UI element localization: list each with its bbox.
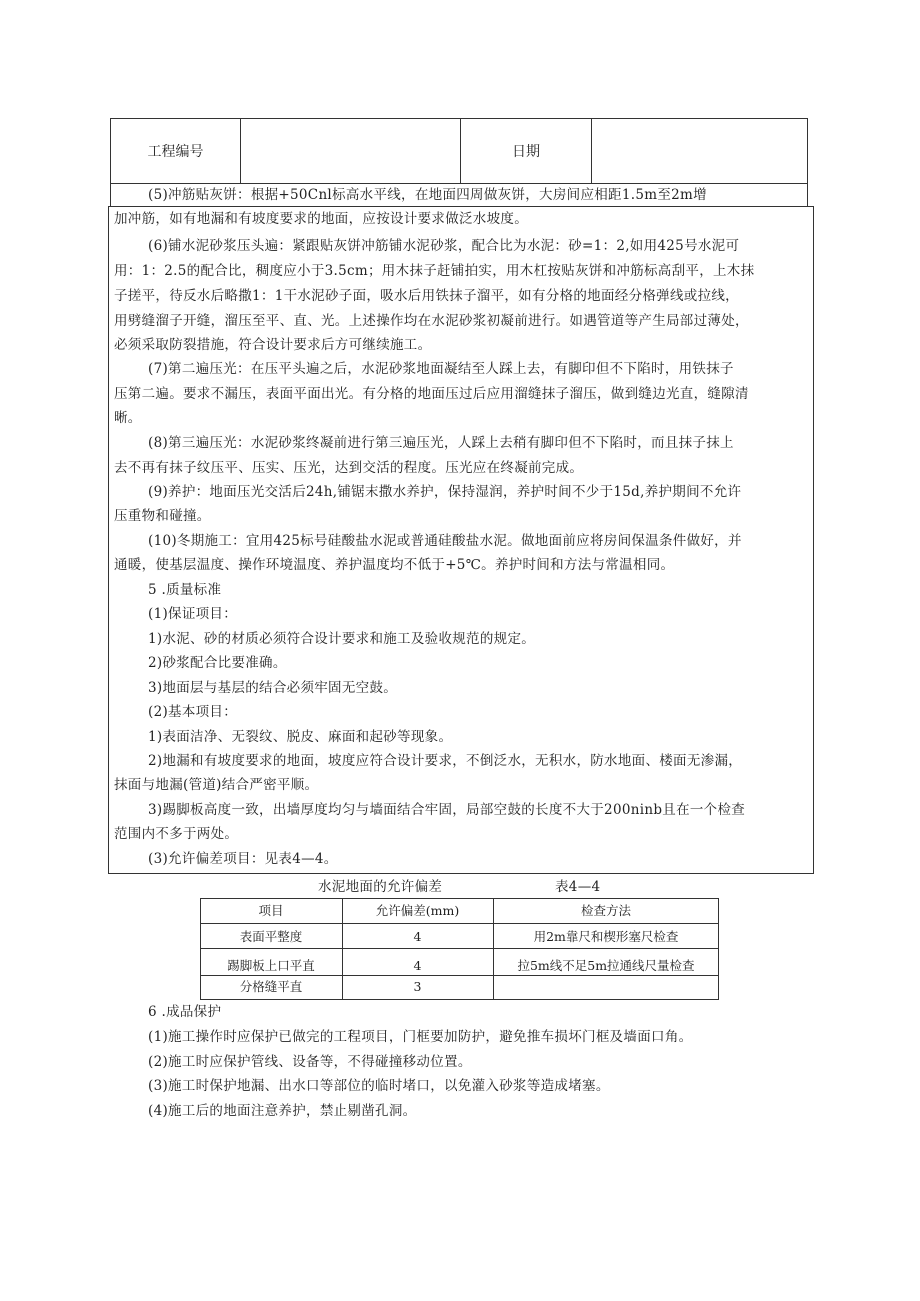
table-cell: 踢脚板上口平直 <box>227 958 315 973</box>
table-cell: 4 <box>413 957 422 973</box>
paragraph-line: (4)施工后的地面注意养护，禁止剔凿孔洞。 <box>148 1103 417 1119</box>
paragraph-line: 2)地漏和有坡度要求的地面，坡度应符合设计要求，不倒泛水，无积水，防水地面、楼面无渗漏， <box>148 753 743 769</box>
header-table <box>110 118 808 184</box>
paragraph-line: (3)允许偏差项目：见表4—4。 <box>148 851 338 867</box>
paragraph-line: 1)表面洁净、无裂纹、脱皮、麻面和起砂等现象。 <box>148 729 453 745</box>
table-number: 表4—4 <box>555 879 601 895</box>
paragraph-line: 压第二遍。要求不漏压，表面平面出光。有分格的地面压过后应用溜缝抹子溜压，做到缝边光直，缝隙清 <box>114 386 749 402</box>
table-cell: 4 <box>413 928 422 944</box>
paragraph-line: (10)冬期施工：宜用425标号硅酸盐水泥或普通硅酸盐水泥。做地面前应将房间保温条件做好，并 <box>148 533 742 549</box>
section-heading: 6 .成品保护 <box>148 1004 222 1020</box>
paragraph-line: (1)施工操作时应保护已做完的工程项目，门框要加防护，避免推车损坏门框及墙面口角。 <box>148 1029 693 1045</box>
paragraph-line: (6)铺水泥砂浆压头遍：紧跟贴灰饼冲筋铺水泥砂浆，配合比为水泥：砂=1：2,如用425号水泥可 <box>148 238 740 254</box>
paragraph-line: 抹面与地漏(管道)结合严密平顺。 <box>114 777 319 793</box>
table-cell: 分格缝平直 <box>239 979 303 994</box>
paragraph-line: 必须采取防裂措施，符合设计要求后方可继续施工。 <box>114 337 432 353</box>
table-title: 水泥地面的允许偏差 <box>318 879 443 895</box>
table-cell: 表面平整度 <box>239 929 303 944</box>
paragraph-line: 去不再有抹子纹压平、压实、压光，达到交活的程度。压光应在终凝前完成。 <box>114 460 584 476</box>
paragraph-line: 3)踢脚板高度一致，出墙厚度均匀与墙面结合牢固，局部空鼓的长度不大于200ninb且在一个检查 <box>148 802 746 818</box>
section-heading: 5 .质量标准 <box>148 582 222 598</box>
paragraph-line: 1)水泥、砂的材质必须符合设计要求和施工及验收规范的规定。 <box>148 631 536 647</box>
table-header-row <box>200 898 719 922</box>
date-label: 日期 <box>461 119 592 183</box>
paragraph-line: (7)第二遍压光：在压平头遍之后，水泥砂浆地面凝结至人踩上去，有脚印但不下陷时，用铁抹子 <box>148 361 734 377</box>
table-cell <box>493 974 719 998</box>
table-header-cell: 检查方法 <box>580 903 631 918</box>
paragraph-line: (2)施工时应保护管线、设备等，不得碰撞移动位置。 <box>148 1054 472 1070</box>
table-divider <box>200 948 719 949</box>
paragraph-line: 压重物和碰撞。 <box>114 508 211 524</box>
paragraph-line: (8)第三遍压光：水泥砂浆终凝前进行第三遍压光，人踩上去稍有脚印但不下陷时，而且抹子抹上 <box>148 435 734 451</box>
table-header-cell: 允许偏差(mm) <box>375 903 460 918</box>
table-cell: 3 <box>413 978 422 994</box>
table-row <box>200 974 719 998</box>
paragraph-line: 范围内不多于两处。 <box>114 826 239 842</box>
paragraph-line: (9)养护：地面压光交活后24h,铺锯末撒水养护，保持湿润，养护时间不少于15d,养护期间不允许 <box>148 484 742 500</box>
continuation-line: 加冲筋，如有地漏和有坡度要求的地面，应按设计要求做泛水坡度。 <box>114 211 528 227</box>
table-cell: 拉5m线不足5m拉通线尺量检查 <box>517 958 695 973</box>
paragraph-line: 用：1：2.5的配合比，稠度应小于3.5cm；用木抹子赶铺拍实，用木杠按贴灰饼和冲筋标高刮平，上木抹 <box>114 263 755 279</box>
paragraph-line: (3)施工时保护地漏、出水口等部位的临时堵口，以免灌入砂浆等造成堵塞。 <box>148 1078 610 1094</box>
paragraph-line: 3)地面层与基层的结合必须牢固无空鼓。 <box>148 680 398 696</box>
continuation-line: (5)冲筋贴灰饼：根据+50Cnl标高水平线，在地面四周做灰饼，大房间应相距1.5m至2m增 <box>148 187 707 203</box>
paragraph-line: 2)砂浆配合比要准确。 <box>148 655 287 671</box>
table-header-cell: 项目 <box>258 903 284 918</box>
project-number-label: 工程编号 <box>111 119 241 183</box>
paragraph-line: 晰。 <box>114 410 142 426</box>
paragraph-line: 子搓平，待反水后略撒1：1干水泥砂子面，吸水后用铁抹子溜平，如有分格的地面经分格弹线或拉线， <box>114 288 739 304</box>
date-value <box>592 119 809 183</box>
paragraph-line: 通暖，使基层温度、操作环境温度、养护温度均不低于+5℃。养护时间和方法与常温相同。 <box>114 557 675 573</box>
table-row <box>200 924 719 948</box>
paragraph-line: (1)保证项目： <box>148 606 238 622</box>
paragraph-line: (2)基本项目： <box>148 704 238 720</box>
table-cell: 用2m靠尺和楔形塞尺检查 <box>533 929 679 944</box>
project-number-value <box>241 119 461 183</box>
paragraph-line: 用劈缝溜子开缝，溜压至平、直、光。上述操作均在水泥砂浆初凝前进行。如遇管道等产生局部过薄处， <box>114 313 749 329</box>
